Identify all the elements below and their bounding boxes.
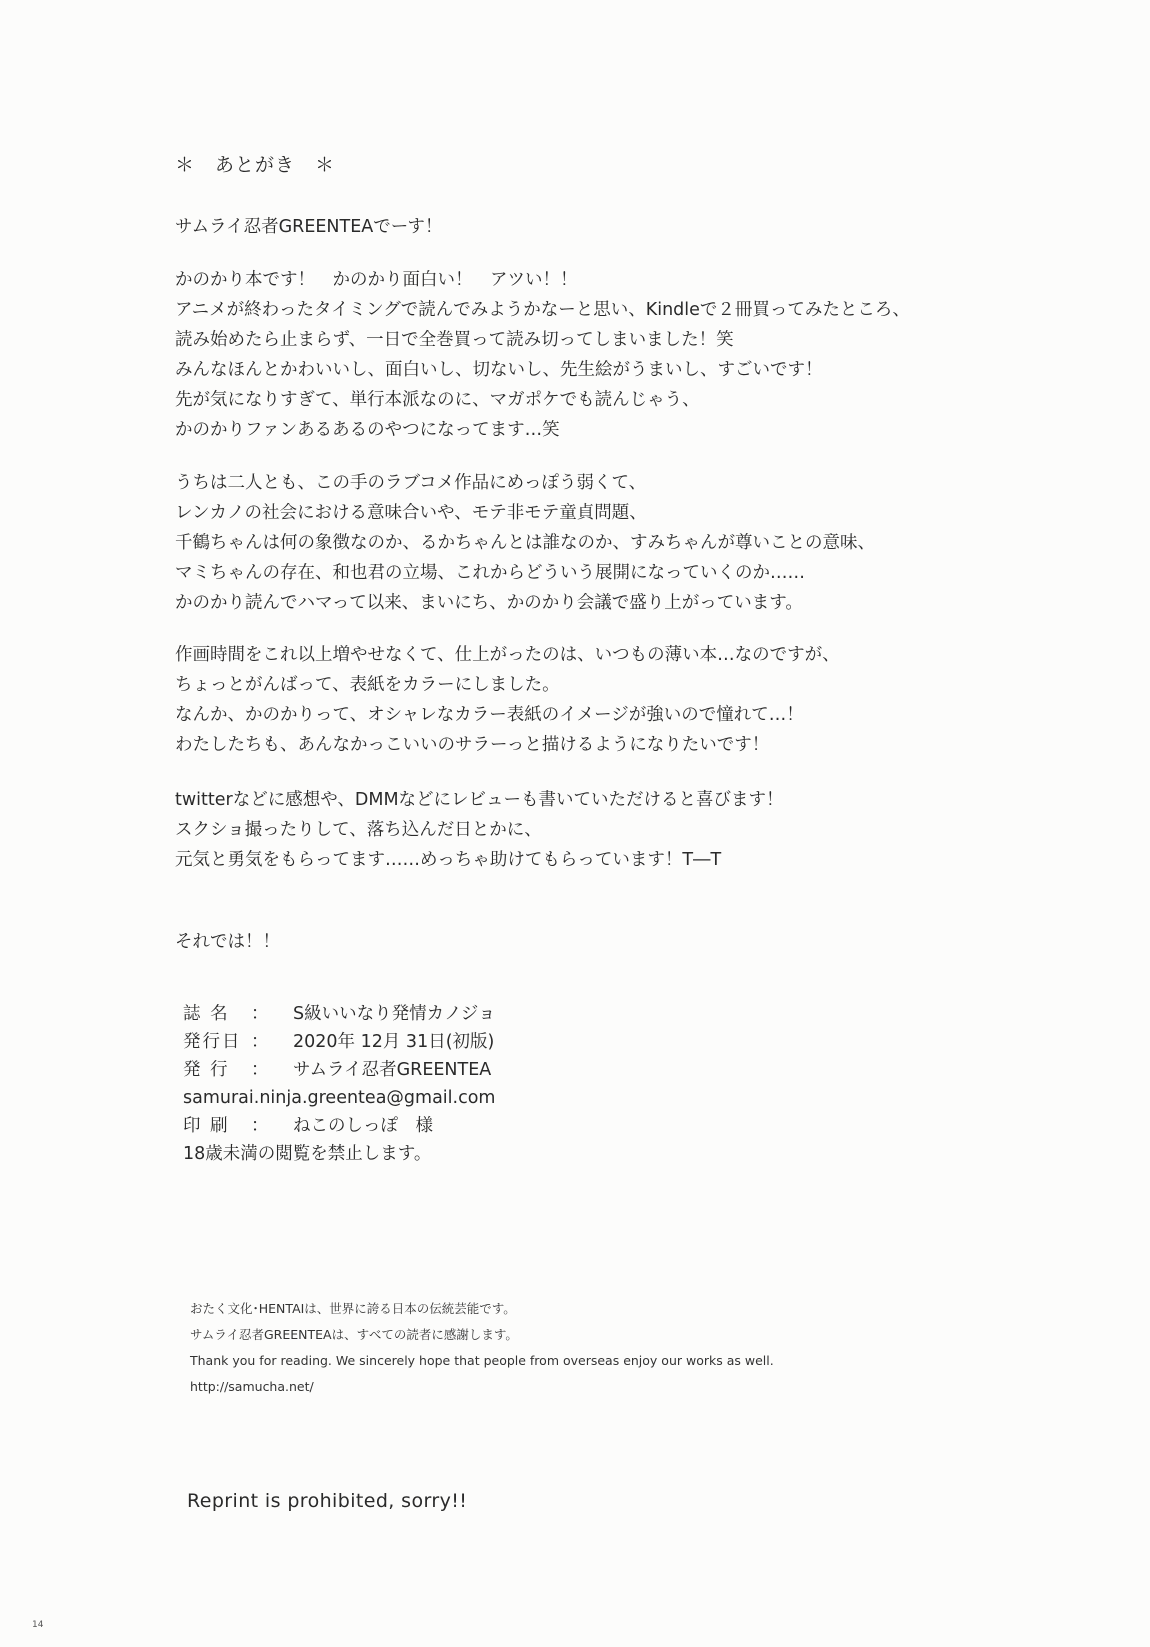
colophon-age-notice: 18歳未満の閲覧を禁止します。 [183, 1144, 432, 1164]
paragraph-line: 元気と勇気をもらってます……めっちゃ助けてもらっています！T―T [175, 850, 722, 870]
colophon-printer-row [183, 1112, 496, 1140]
colophon-title-row [183, 1000, 496, 1028]
closing-line: それでは！！ [175, 932, 280, 952]
colophon-email-row [183, 1084, 496, 1112]
colophon-publisher-row [183, 1056, 496, 1084]
note-line: Thank you for reading. We sincerely hope that people from overseas enjoy our works as well. [190, 1353, 774, 1368]
paragraph-line: かのかり読んでハマって以来、まいにち、かのかり会議で盛り上がっています。 [175, 593, 803, 613]
colophon-separator: ： [251, 1032, 269, 1052]
colophon-separator: ： [251, 1116, 269, 1136]
colophon-separator: ： [251, 1060, 269, 1080]
paragraph-line: うちは二人とも、この手のラブコメ作品にめっぽう弱くて、 [175, 473, 647, 493]
colophon-email: samurai.ninja.greentea@gmail.com [183, 1088, 496, 1108]
colophon-value: S級いいなり発情カノジョ [293, 1004, 496, 1024]
page-number: 14 [32, 1620, 44, 1630]
colophon-label: 発行日 [183, 1032, 242, 1052]
colophon-label: 印 刷 [183, 1116, 230, 1136]
colophon-value: ねこのしっぽ 様 [293, 1116, 433, 1136]
paragraph-1 [175, 265, 910, 445]
paragraph-line: レンカノの社会における意味合いや、モテ非モテ童貞問題、 [175, 503, 647, 523]
paragraph-line: 作画時間をこれ以上増やせなくて、仕上がったのは、いつもの薄い本…なのですが、 [175, 645, 840, 665]
colophon-age-row [183, 1140, 496, 1168]
note-line: おたく文化･HENTAIは、世界に誇る日本の伝統芸能です。 [190, 1301, 516, 1316]
paragraph-line: twitterなどに感想や、DMMなどにレビューも書いていただけると喜びます！ [175, 790, 784, 810]
paragraph-line: みんなほんとかわいいし、面白いし、切ないし、先生絵がうまいし、すごいです！ [175, 360, 823, 380]
paragraph-line: かのかり本です！ かのかり面白い！ アツい！！ [175, 270, 578, 290]
note-line: http://samucha.net/ [190, 1379, 314, 1394]
colophon-separator: ： [251, 1004, 269, 1024]
afterword-heading: ＊ あとがき ＊ [175, 154, 336, 176]
paragraph-line: 読み始めたら止まらず、一日で全巻買って読み切ってしまいました！笑 [175, 330, 734, 350]
paragraph-line: わたしたちも、あんなかっこいいのサラーっと描けるようになりたいです！ [175, 735, 770, 755]
paragraph-2 [175, 468, 875, 618]
closing [175, 927, 280, 957]
note-line: サムライ忍者GREENTEAは、すべての読者に感謝します。 [190, 1327, 518, 1342]
paragraph-line: アニメが終わったタイミングで読んでみようかなーと思い、Kindleで２冊買ってみたところ、 [175, 300, 910, 320]
reprint-notice: Reprint is prohibited, sorry!! [187, 1490, 468, 1512]
paragraph-line: 千鶴ちゃんは何の象徴なのか、るかちゃんとは誰なのか、すみちゃんが尊いことの意味、 [175, 533, 875, 553]
colophon-value: サムライ忍者GREENTEA [293, 1060, 492, 1080]
colophon [183, 1000, 496, 1168]
greeting [175, 212, 442, 242]
paragraph-3 [175, 640, 840, 760]
paragraph-line: かのかりファンあるあるのやつになってます…笑 [175, 420, 560, 440]
paragraph-line: マミちゃんの存在、和也君の立場、これからどういう展開になっていくのか…… [175, 563, 805, 583]
colophon-value: 2020年 12月 31日(初版) [293, 1032, 495, 1052]
paragraph-line: なんか、かのかりって、オシャレなカラー表紙のイメージが強いので憧れて…！ [175, 705, 804, 725]
paragraph-line: ちょっとがんばって、表紙をカラーにしました。 [175, 675, 560, 695]
footer-notes [190, 1296, 774, 1400]
paragraph-4 [175, 785, 784, 875]
paragraph-line: スクショ撮ったりして、落ち込んだ日とかに、 [175, 820, 542, 840]
colophon-date-row [183, 1028, 496, 1056]
paragraph-line: 先が気になりすぎて、単行本派なのに、マガポケでも読んじゃう、 [175, 390, 700, 410]
colophon-label: 発 行 [183, 1060, 230, 1080]
colophon-label: 誌 名 [183, 1004, 230, 1024]
greeting-line: サムライ忍者GREENTEAでーす！ [175, 217, 443, 237]
